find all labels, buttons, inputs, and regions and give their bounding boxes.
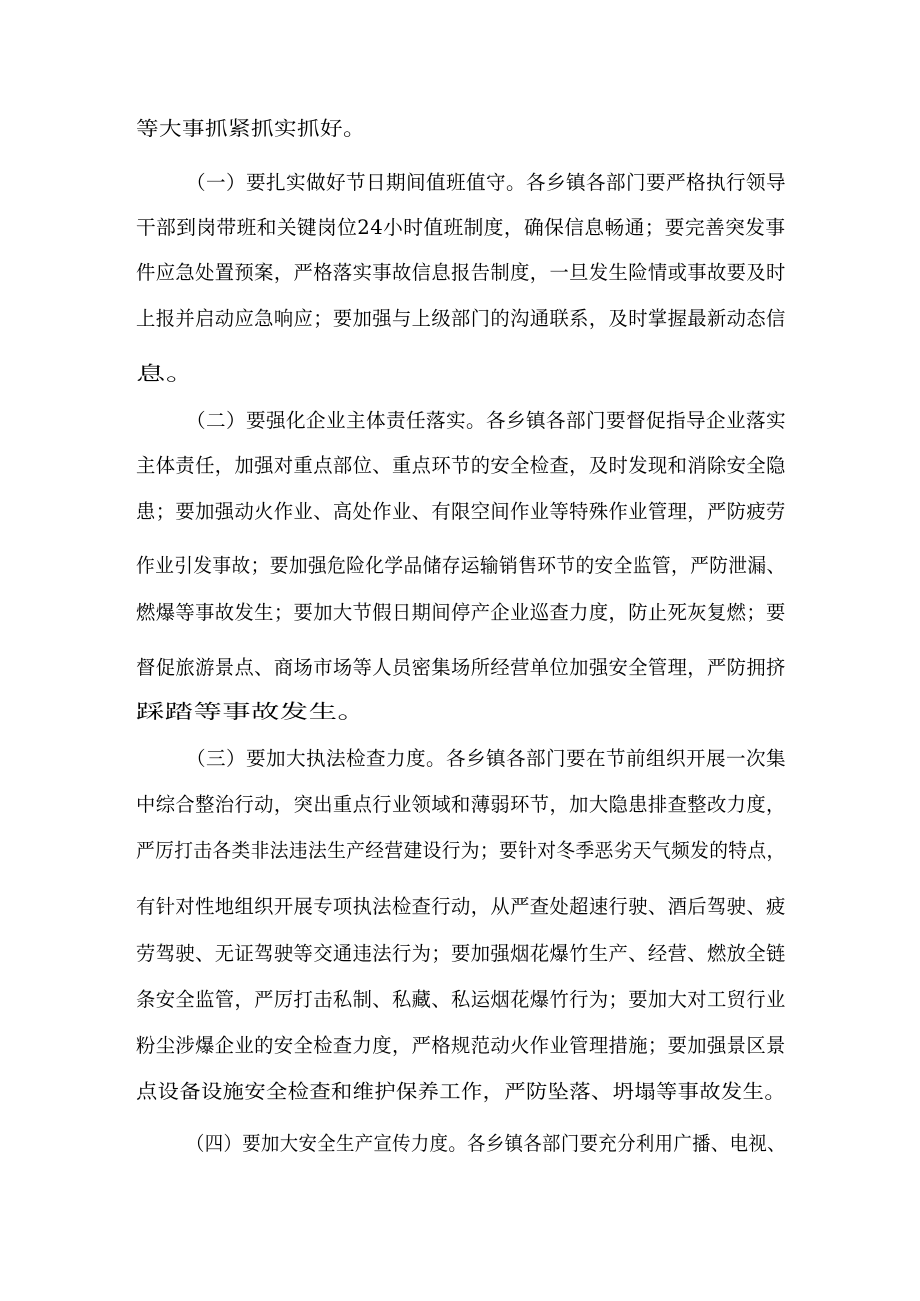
text-line-2: （一）要扎实做好节日期间值班值守。各乡镇各部门要严格执行领导 [186,171,787,194]
text-line-10: 作业引发事故；要加强危险化学品储存运输销售环节的安全监管，严防泄漏、 [136,554,786,577]
text-line-6: 息。 [136,362,196,385]
text-line-22: （四）要加大安全生产宣传力度。各乡镇各部门要充分利用广播、电视、 [186,1132,786,1155]
text-line-3: 干部到岗带班和关键岗位24小时值班制度，确保信息畅通；要完善突发事 [136,216,786,239]
text-line-17: 有针对性地组织开展专项执法检查行动，从严查处超速行驶、酒后驾驶、疲 [136,895,786,918]
text-line-8: 主体责任，加强对重点部位、重点环节的安全检查，及时发现和消除安全隐 [136,454,786,477]
text-line-11: 燃爆等事故发生；要加大节假日期间停产企业巡查力度，防止死灰复燃；要 [136,601,786,624]
text-line-15: 中综合整治行动，突出重点行业领域和薄弱环节，加大隐患排查整改力度， [136,793,786,816]
text-line-5: 上报并启动应急响应；要加强与上级部门的沟通联系，及时掌握最新动态信 [136,307,786,330]
text-line-7: （二）要强化企业主体责任落实。各乡镇各部门要督促指导企业落实 [186,409,787,432]
text-line-1: 等大事抓紧抓实抓好。 [136,117,367,140]
text-line-20: 粉尘涉爆企业的安全检查力度，严格规范动火作业管理措施；要加强景区景 [136,1034,786,1057]
text-line-19: 条安全监管，严厉打击私制、私藏、私运烟花爆竹行为；要加大对工贸行业 [136,988,786,1011]
text-line-14: （三）要加大执法检查力度。各乡镇各部门要在节前组织开展一次集 [186,747,787,770]
text-line-12: 督促旅游景点、商场市场等人员密集场所经营单位加强安全管理，严防拥挤 [136,656,786,679]
text-line-4: 件应急处置预案，严格落实事故信息报告制度，一旦发生险情或事故要及时 [136,261,786,284]
text-line-16: 严厉打击各类非法违法生产经营建设行为；要针对冬季恶劣天气频发的特点， [136,839,786,862]
text-line-18: 劳驾驶、无证驾驶等交通违法行为；要加强烟花爆竹生产、经营、燃放全链 [136,942,786,965]
text-line-21: 点设备设施安全检查和维护保养工作，严防坠落、坍塌等事故发生。 [136,1080,787,1103]
text-line-9: 患；要加强动火作业、高处作业、有限空间作业等特殊作业管理，严防疲劳 [136,500,786,523]
text-line-13: 踩踏等事故发生。 [136,700,367,723]
